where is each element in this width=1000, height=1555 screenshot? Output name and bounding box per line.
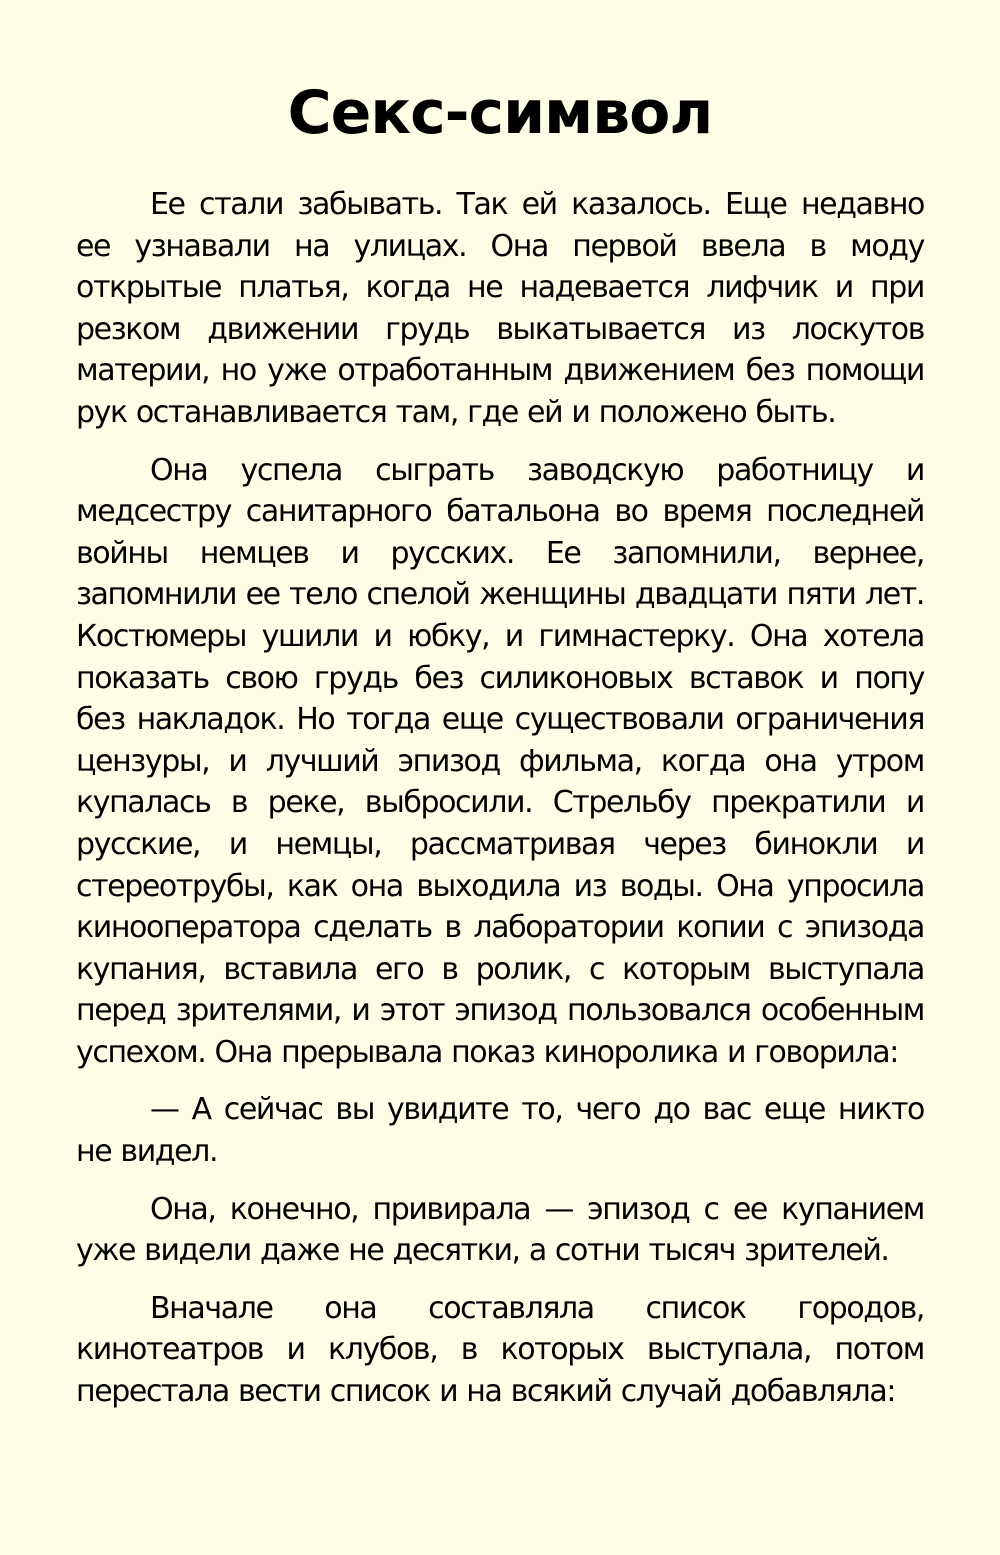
- paragraph-5: Вначале она составляла список городов, кинотеатров и клубов, в которых выступала, потом перестала вести список и на всякий случай добавляла:: [76, 1290, 924, 1410]
- paragraph-1: Ее стали забывать. Так ей казалось. Еще недавно ее узнавали на улицах. Она первой ввела в моду открытые платья, когда не надевается лифчик и при резком движении грудь выкатывается из лоскутов материи, но уже отработанным движением без помощи рук останавливается там, где ей и положено быть.: [76, 187, 924, 430]
- paragraph-3-dialogue: — А сейчас вы увидите то, чего до вас еще никто не видел.: [76, 1092, 924, 1170]
- paragraph-4: Она, конечно, привирала — эпизод с ее купанием уже видели даже не десятки, а сотни тысяч зрителей.: [76, 1191, 924, 1269]
- chapter-text: [76, 184, 924, 1413]
- chapter-title: Секс-символ: [287, 78, 713, 148]
- paragraph-2: Она успела сыграть заводскую работницу и медсестру санитарного батальона во время последней войны немцев и русских. Ее запомнили, вернее, запомнили ее тело спелой женщины двадцати пяти лет. Костюмеры ушили и юбку, и гимнастерку. Она хотела показать свою грудь без силиконовых вставок и попу без накладок. Но тогда еще существовали ограничения цензуры, и лучший эпизод фильма, когда она утром купалась в реке, выбросили. Стрельбу прекратили и русские, и немцы, рассматривая через бинокли и стереотрубы, как она выходила из воды. Она упросила кинооператора сделать в лаборатории копии с эпизода купания, вставила его в ролик, с которым выступала перед зрителями, и этот эпизод пользовался особенным успехом. Она прерывала показ киноролика и говорила:: [76, 452, 924, 1070]
